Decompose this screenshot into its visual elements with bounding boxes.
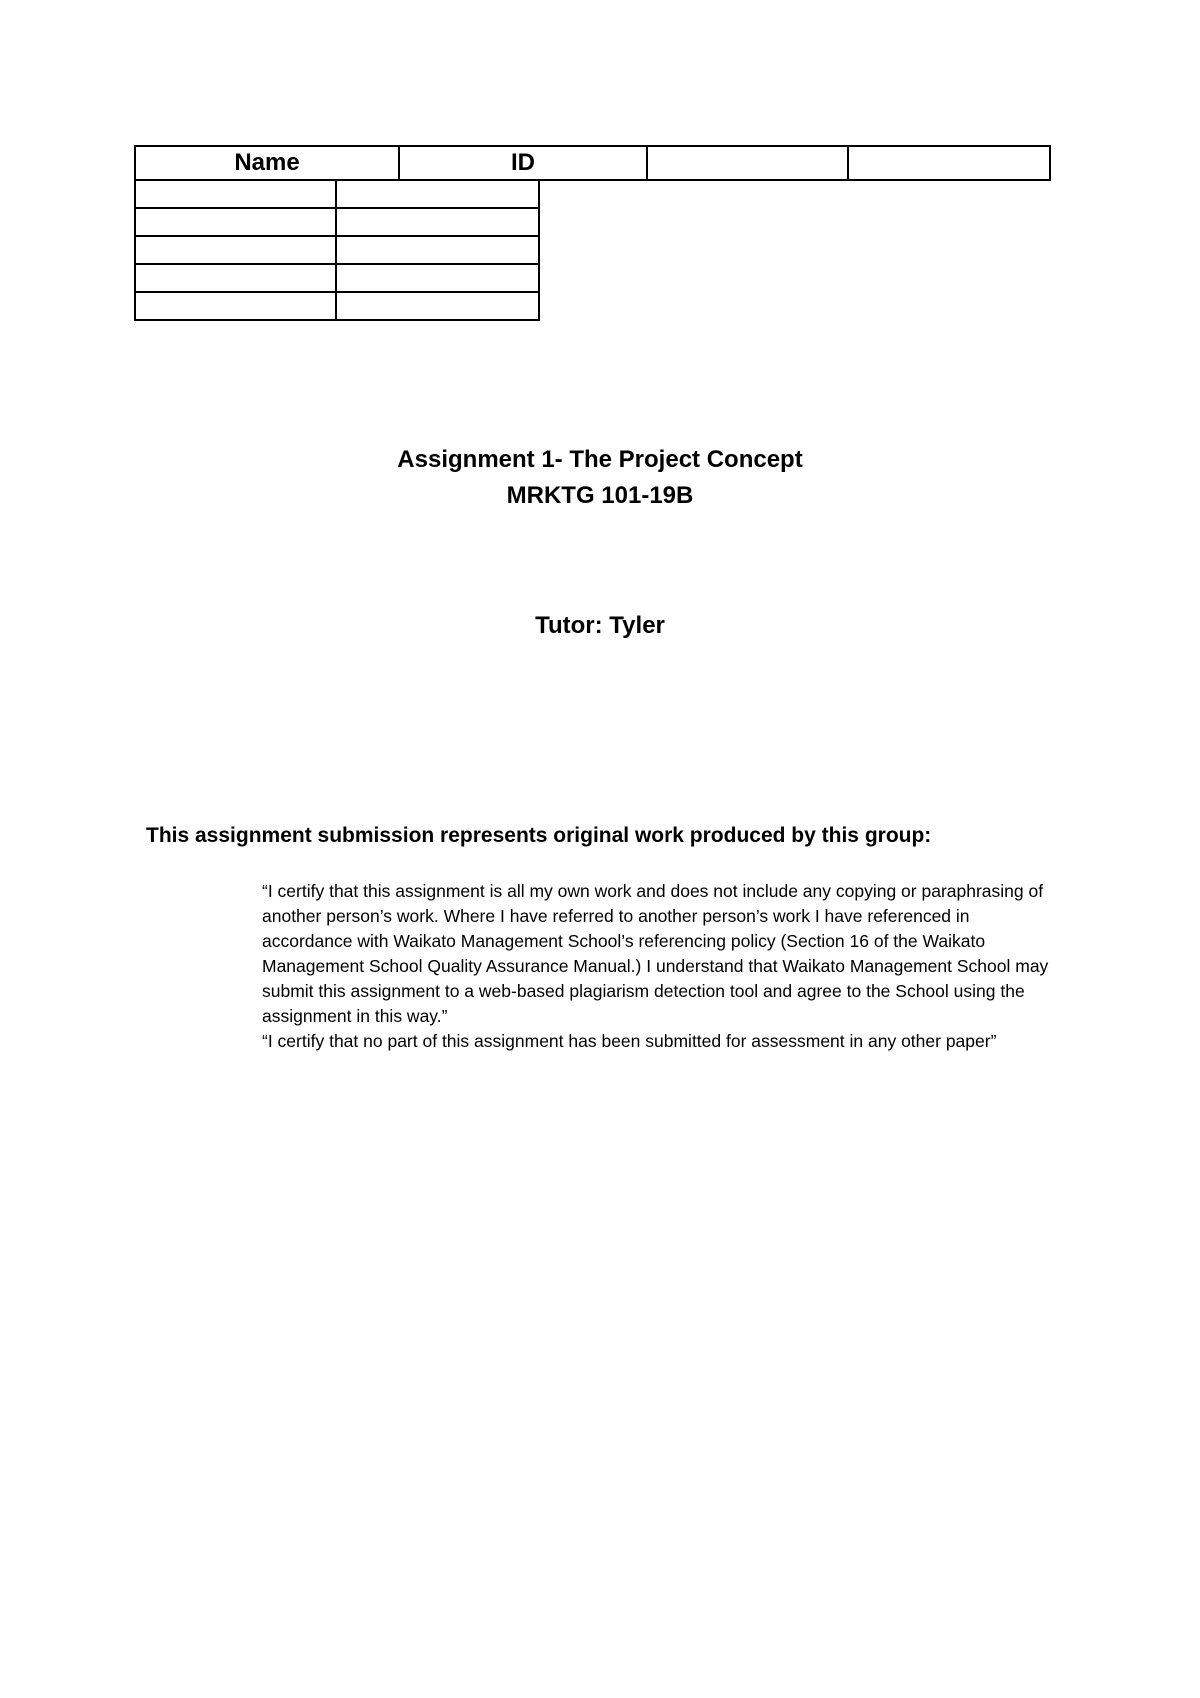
table-row: [134, 237, 540, 265]
table-row: [134, 293, 540, 321]
member-id-cell: [337, 265, 540, 293]
declaration-paragraph-no-prior-submission: “I certify that no part of this assignment has been submitted for assessment in any other paper”: [262, 1031, 997, 1051]
assignment-title-line: Assignment 1- The Project Concept: [397, 446, 803, 473]
header-table-row: [134, 145, 1051, 181]
header-cell-blank-1: [648, 145, 849, 181]
assignment-title: [0, 442, 1200, 514]
member-id-cell: [337, 293, 540, 321]
course-code: MRKTG 101-19B: [506, 482, 694, 509]
tutor-name: Tutor: Tyler: [535, 612, 665, 639]
header-cell-blank-2: [849, 145, 1051, 181]
member-id-cell: [337, 209, 540, 237]
member-name-cell: [134, 237, 337, 265]
declaration-block: [262, 879, 1062, 1054]
member-table: [134, 181, 540, 321]
member-id-cell: [337, 237, 540, 265]
table-row: [134, 209, 540, 237]
member-name-cell: [134, 265, 337, 293]
table-row: [134, 181, 540, 209]
member-name-cell: [134, 293, 337, 321]
originality-statement: This assignment submission represents original work produced by this group:: [146, 824, 932, 847]
declaration-paragraph-own-work: “I certify that this assignment is all my own work and does not include any copying or paraphrasing of another person’s work. Where I have referred to another person’s work I have referenced in accordance with Waikato Management School’s referencing policy (Section 16 of the Waikato Management School Quality Assurance Manual.) I understand that Waikato Management School may submit this assignment to a web-based plagiarism detection tool and agree to the School using the assignment in this way.”: [262, 881, 1049, 1026]
member-id-cell: [337, 181, 540, 209]
member-name-cell: [134, 209, 337, 237]
member-name-cell: [134, 181, 337, 209]
header-cell-id: ID: [400, 145, 648, 181]
table-row: [134, 265, 540, 293]
header-cell-name: Name: [134, 145, 400, 181]
